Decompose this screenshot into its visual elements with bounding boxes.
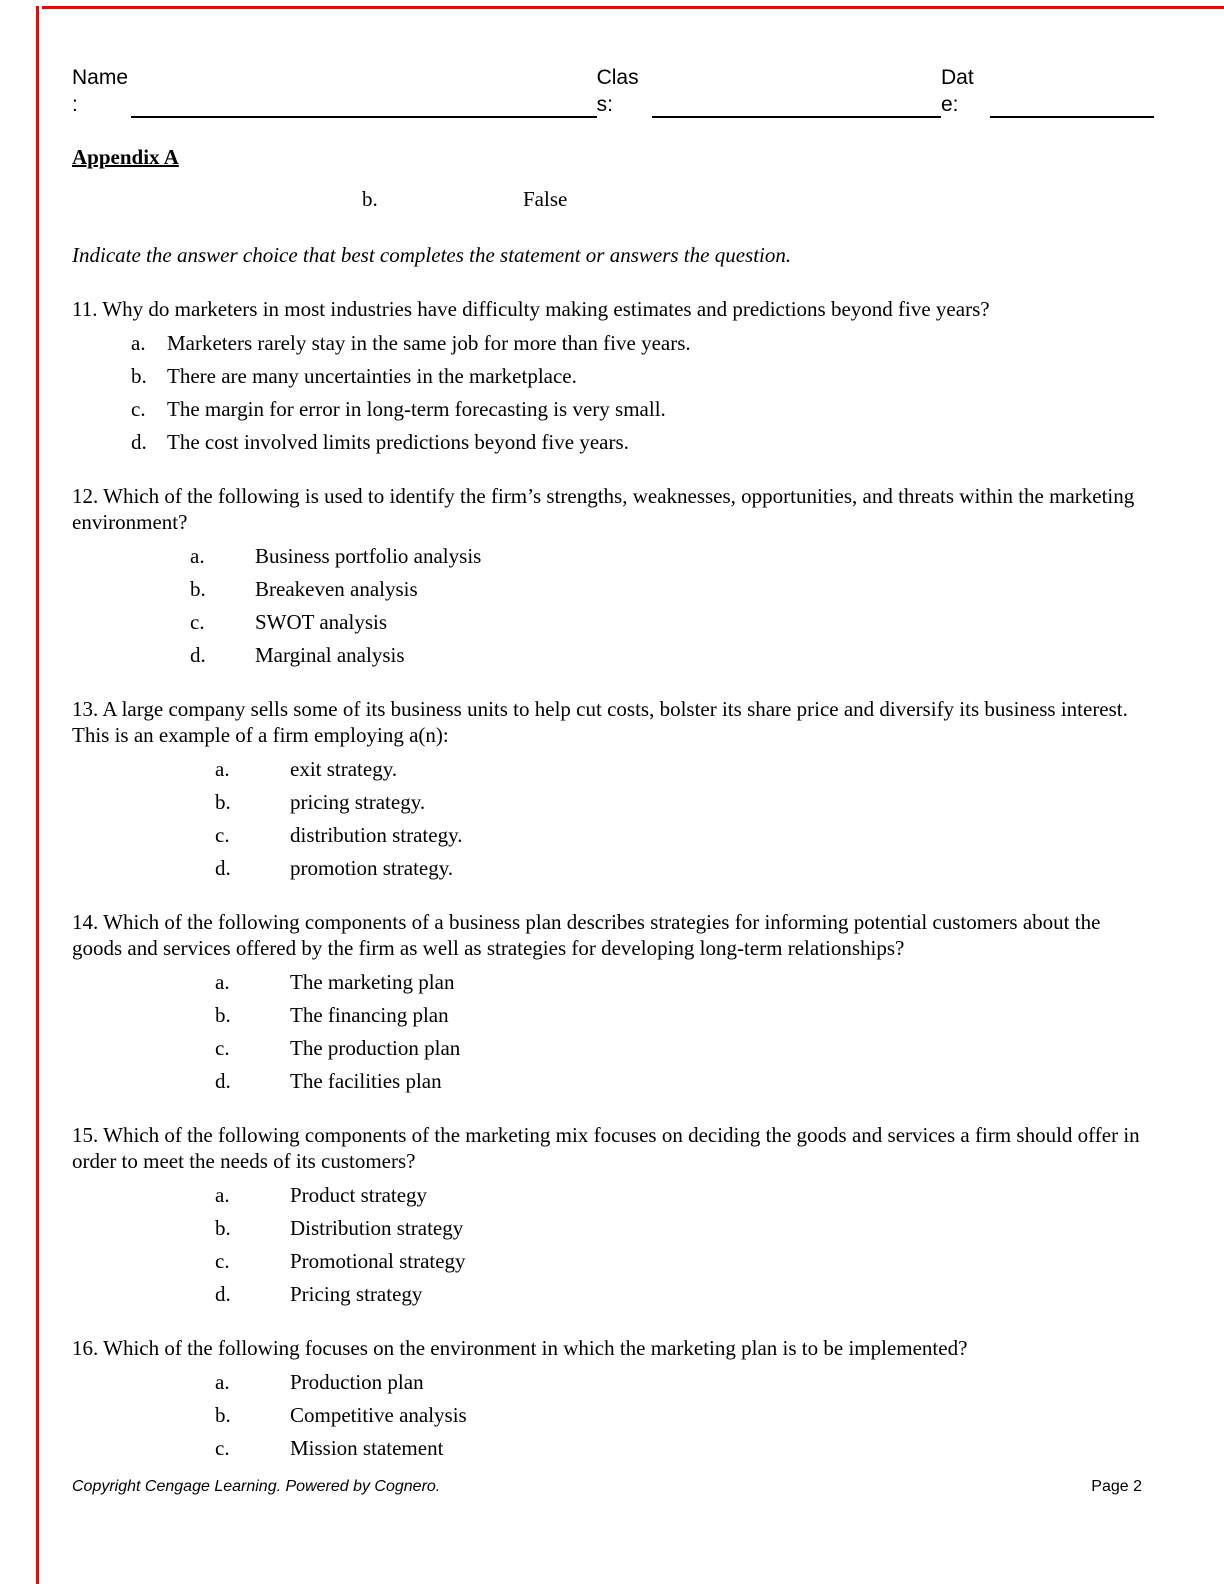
option-text: SWOT analysis: [255, 610, 388, 634]
option-row: [72, 429, 1154, 455]
options-list: [72, 969, 1154, 1094]
option-letter: d.: [215, 1069, 231, 1093]
options-list: [72, 756, 1154, 881]
option-letter: d.: [131, 430, 147, 454]
instruction-text: Indicate the answer choice that best completes the statement or answers the question.: [72, 243, 792, 267]
option-row: [72, 1435, 1154, 1461]
option-text: The margin for error in long-term forecasting is very small.: [167, 397, 666, 421]
class-label-line2: s:: [596, 93, 613, 116]
option-row: [72, 1281, 1154, 1307]
option-row: [72, 855, 1154, 881]
option-letter: b.: [131, 364, 147, 388]
option-letter: b.: [215, 790, 231, 814]
option-text: Marketers rarely stay in the same job for more than five years.: [167, 331, 691, 355]
option-row: [72, 1369, 1154, 1395]
class-label-line1: Clas: [596, 66, 639, 89]
option-row: [72, 576, 1154, 602]
option-text: Production plan: [290, 1370, 424, 1394]
option-letter: d.: [190, 643, 206, 667]
question-block: [72, 296, 1154, 455]
option-letter: a.: [215, 1370, 230, 1394]
option-letter: c.: [215, 1249, 230, 1273]
questions-list: [72, 296, 1154, 1461]
page-footer: [72, 1477, 1142, 1497]
option-row: [72, 642, 1154, 668]
name-label-line1: Name: [72, 66, 129, 89]
option-row: [72, 756, 1154, 782]
option-text: pricing strategy.: [290, 790, 426, 814]
option-text: exit strategy.: [290, 757, 398, 781]
question-stem: 12. Which of the following is used to identify the firm’s strengths, weaknesses, opportunities, and threats within the marketing environment?: [72, 484, 1135, 534]
option-row: [72, 1068, 1154, 1094]
option-row: [72, 396, 1154, 422]
option-text: The facilities plan: [290, 1069, 442, 1093]
options-list: [72, 1369, 1154, 1461]
option-text: Mission statement: [290, 1436, 444, 1460]
option-row: [72, 1402, 1154, 1428]
class-label: [597, 64, 653, 118]
option-text: distribution strategy.: [290, 823, 463, 847]
option-letter: b.: [190, 577, 206, 601]
option-letter: c.: [131, 397, 146, 421]
name-label: [72, 64, 131, 118]
name-blank-line: [131, 89, 597, 118]
red-annotation-line-left: [36, 6, 39, 1584]
orphan-option-letter: b.: [362, 187, 378, 211]
option-row: [72, 543, 1154, 569]
question-block: [72, 483, 1154, 668]
option-letter: b.: [215, 1003, 231, 1027]
option-letter: a.: [215, 1183, 230, 1207]
option-text: Pricing strategy: [290, 1282, 423, 1306]
option-row: [72, 969, 1154, 995]
option-text: There are many uncertainties in the marketplace.: [167, 364, 577, 388]
option-letter: d.: [215, 856, 231, 880]
option-row: [72, 330, 1154, 356]
option-row: [72, 822, 1154, 848]
date-label-line2: e:: [941, 93, 959, 116]
name-label-line2: :: [72, 93, 78, 116]
option-text: Marginal analysis: [255, 643, 405, 667]
options-list: [72, 330, 1154, 455]
option-row: [72, 363, 1154, 389]
date-label: [941, 64, 990, 118]
date-blank-line: [990, 89, 1154, 118]
question-stem: 16. Which of the following focuses on the environment in which the marketing plan is to be implemented?: [72, 1336, 968, 1360]
option-letter: b.: [215, 1216, 231, 1240]
option-text: Competitive analysis: [290, 1403, 467, 1427]
options-list: [72, 543, 1154, 668]
option-letter: c.: [215, 1036, 230, 1060]
question-block: [72, 909, 1154, 1094]
orphan-option-text: False: [523, 187, 568, 211]
option-letter: c.: [190, 610, 205, 634]
option-text: The production plan: [290, 1036, 461, 1060]
option-letter: a.: [215, 970, 230, 994]
date-label-line1: Dat: [941, 66, 974, 89]
option-text: Distribution strategy: [290, 1216, 464, 1240]
option-text: The financing plan: [290, 1003, 449, 1027]
appendix-heading: Appendix A: [72, 145, 179, 169]
option-row: [72, 1215, 1154, 1241]
option-text: Product strategy: [290, 1183, 428, 1207]
option-letter: a.: [131, 331, 146, 355]
question-stem: 13. A large company sells some of its business units to help cut costs, bolster its share price and diversify its business interest. This is an example of a firm employing a(n):: [72, 697, 1128, 747]
question-stem: 14. Which of the following components of a business plan describes strategies for informing potential customers about the goods and services offered by the firm as well as strategies for developing long-term relationships?: [72, 910, 1101, 960]
option-text: Breakeven analysis: [255, 577, 418, 601]
option-letter: a.: [190, 544, 205, 568]
option-row: [72, 789, 1154, 815]
question-stem: 15. Which of the following components of the marketing mix focuses on deciding the goods and services a firm should offer in order to meet the needs of its customers?: [72, 1123, 1140, 1173]
page-number: Page 2: [1091, 1478, 1142, 1495]
page-content: [72, 0, 1154, 1461]
option-row: [72, 609, 1154, 635]
option-row: [72, 1248, 1154, 1274]
class-blank-line: [652, 89, 941, 118]
option-row: [72, 1035, 1154, 1061]
option-text: Business portfolio analysis: [255, 544, 482, 568]
option-text: The cost involved limits predictions beyond five years.: [167, 430, 629, 454]
option-letter: d.: [215, 1282, 231, 1306]
option-letter: a.: [215, 757, 230, 781]
header-fields-row: [72, 64, 1154, 118]
question-block: [72, 1122, 1154, 1307]
orphan-option-row: [72, 186, 1154, 212]
option-row: [72, 1002, 1154, 1028]
question-block: [72, 696, 1154, 881]
option-text: The marketing plan: [290, 970, 455, 994]
option-row: [72, 1182, 1154, 1208]
option-letter: c.: [215, 1436, 230, 1460]
options-list: [72, 1182, 1154, 1307]
question-block: [72, 1335, 1154, 1461]
option-text: promotion strategy.: [290, 856, 454, 880]
option-letter: c.: [215, 823, 230, 847]
copyright-text: Copyright Cengage Learning. Powered by Cognero.: [72, 1478, 441, 1495]
option-text: Promotional strategy: [290, 1249, 466, 1273]
option-letter: b.: [215, 1403, 231, 1427]
question-stem: 11. Why do marketers in most industries have difficulty making estimates and predictions beyond five years?: [72, 297, 990, 321]
